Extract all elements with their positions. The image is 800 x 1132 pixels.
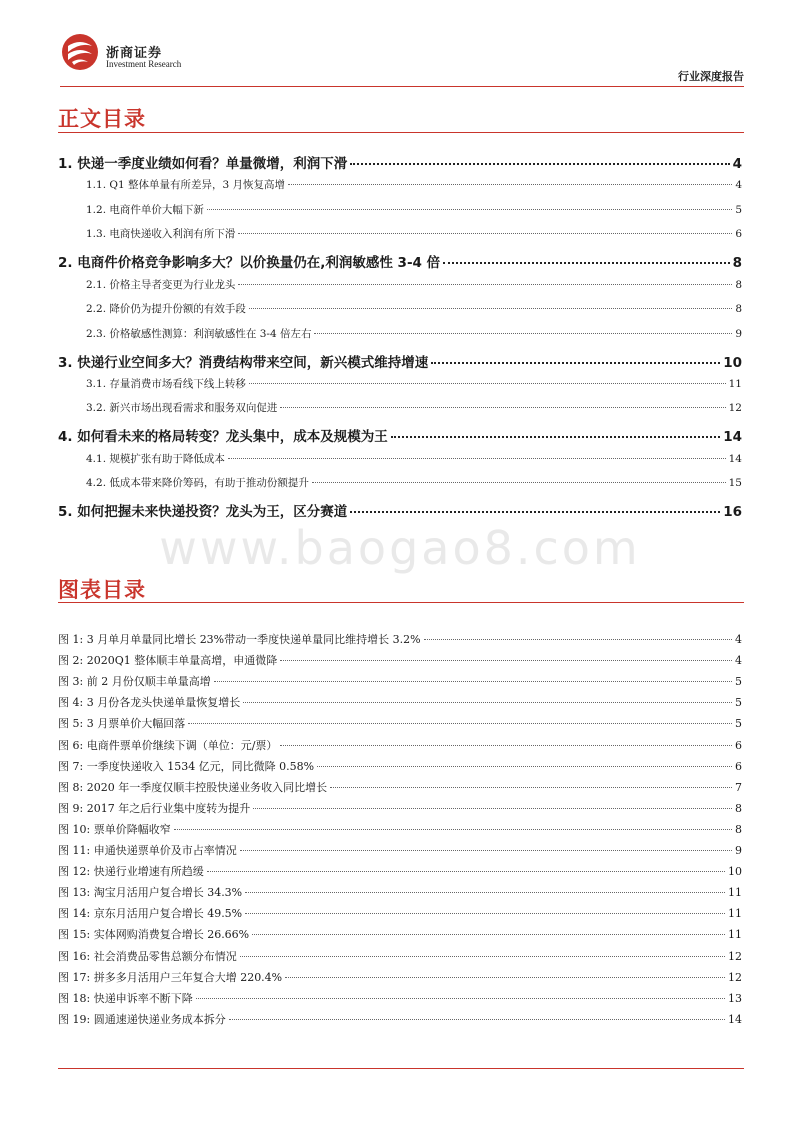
figure-leader-dots [188,723,732,724]
figure-leader-dots [229,1019,725,1020]
toc-chapter-entry[interactable] [58,351,742,371]
figure-entry[interactable] [58,800,742,816]
figure-page-number: 8 [735,822,742,836]
toc-entry-text: 4. 如何看未来的格局转变？龙头集中，成本及规模为王 [58,429,388,445]
figure-page-number: 12 [728,970,742,984]
toc-section-entry[interactable] [86,277,742,292]
figure-page-number: 4 [735,654,742,668]
figure-entry[interactable] [58,863,742,879]
figure-leader-dots [424,639,732,640]
toc-page-number: 6 [735,228,742,240]
figure-page-number: 6 [735,759,742,773]
logo-chinese-name: 浙商证券 [106,46,163,61]
toc-leader-dots [238,284,732,285]
figure-leader-dots [240,956,725,957]
figure-leader-dots [214,681,732,682]
toc-entry-text: 4.1. 规模扩张有助于降低成本 [86,453,225,465]
figure-page-number: 6 [735,738,742,752]
figure-page-number: 11 [728,928,742,942]
figure-entry[interactable] [58,905,742,921]
figure-entry-text: 图 10: 票单价降幅收窄 [58,822,171,836]
figure-page-number: 12 [728,949,742,963]
figure-entry[interactable] [58,737,742,753]
figure-leader-dots [317,766,732,767]
toc-entry-text: 2.3. 价格敏感性测算：利润敏感性在 3-4 倍左右 [86,328,312,340]
toc-leader-dots [314,333,732,334]
toc-section-entry[interactable] [86,301,742,316]
toc-page-number: 5 [735,204,742,216]
toc-page-number: 10 [723,355,742,371]
toc-page-number: 15 [728,477,742,489]
figure-page-number: 10 [728,865,742,879]
toc-leader-dots [431,362,720,364]
figure-entry-text: 图 1: 3 月单月单量同比增长 23%带动一季度快递单量同比维持增长 3.2% [58,633,421,646]
figure-page-number: 8 [735,801,742,815]
toc-entry-text: 2. 电商件价格竞争影响多大？以价换量仍在,利润敏感性 3-4 倍 [58,255,441,271]
figure-leader-dots [240,850,732,851]
figure-entry[interactable] [58,652,742,668]
figure-entry[interactable] [58,842,742,858]
figure-entry[interactable] [58,821,742,837]
toc-leader-dots [228,458,726,459]
toc-section-entry[interactable] [86,177,742,192]
toc-page-number: 8 [732,255,742,271]
figure-page-number: 13 [728,991,742,1005]
figure-entry[interactable] [58,884,742,900]
figure-page-number: 5 [735,675,742,689]
toc-page-number: 14 [728,453,742,465]
figure-page-number: 9 [735,844,742,857]
toc-leader-dots [312,482,726,483]
figure-page-number: 5 [735,717,742,731]
toc-title: 正文目录 [58,107,146,131]
toc-entry-text: 1.3. 电商快递收入利润有所下滑 [86,228,236,240]
figure-entry-text: 图 2: 2020Q1 整体顺丰单量高增，申通微降 [58,654,278,668]
toc-section-entry[interactable] [86,475,742,490]
toc-entry-text: 1.2. 电商件单价大幅下新 [86,204,204,216]
figure-entry-text: 图 14: 京东月活用户复合增长 49.5% [58,907,243,921]
figure-entry[interactable] [58,673,742,689]
toc-leader-dots [350,511,720,513]
toc-entry-text: 2.2. 降价仍为提升份额的有效手段 [86,303,246,315]
toc-entry-text: 1. 快递一季度业绩如何看？单量微增，利润下滑 [58,156,348,172]
figure-entry-text: 图 12: 快递行业增速有所趋缓 [58,865,204,879]
figure-entry[interactable] [58,926,742,942]
toc-section-entry[interactable] [86,326,742,341]
toc-chapter-entry[interactable] [58,500,742,520]
page-header [60,28,744,88]
figure-entry[interactable] [58,631,742,647]
toc-page-number: 9 [735,328,742,340]
header-divider [60,86,744,87]
report-type-label: 行业深度报告 [678,70,744,83]
figures-title: 图表目录 [58,578,146,602]
toc-page-number: 12 [728,402,742,414]
figures-title-underline [58,602,744,603]
toc-entry-text: 3. 快递行业空间多大？消费结构带来空间，新兴模式维持增速 [58,355,429,371]
figure-entry-text: 图 15: 实体网购消费复合增长 26.66% [58,928,250,942]
toc-page-number: 14 [723,429,742,445]
toc-entry-text: 5. 如何把握未来快递投资？龙头为王，区分赛道 [58,504,348,520]
figure-entry[interactable] [58,990,742,1006]
toc-page-number: 4 [732,156,742,172]
footer-divider [58,1068,744,1069]
figure-page-number: 7 [735,780,742,794]
figure-leader-dots [252,934,725,935]
toc-leader-dots [350,163,729,165]
figure-entry-text: 图 5: 3 月票单价大幅回落 [58,717,186,731]
figure-leader-dots [243,702,732,703]
toc-section-entry[interactable] [86,451,742,466]
figure-entry-text: 图 9: 2017 年之后行业集中度转为提升 [58,801,251,815]
figure-page-number: 5 [735,696,742,710]
figure-entry-text: 图 8: 2020 年一季度仅顺丰控股快递业务收入同比增长 [58,780,328,794]
watermark: www.baogao8.com [159,521,641,575]
toc-page-number: 8 [735,279,742,291]
toc-leader-dots [238,233,732,234]
company-logo [60,28,260,80]
toc-title-underline [58,132,744,133]
figure-leader-dots [245,892,725,893]
toc-leader-dots [288,184,732,185]
toc-leader-dots [280,407,725,408]
toc-section-entry[interactable] [86,376,742,391]
toc-entry-text: 4.2. 低成本带来降价筹码，有助于推动份额提升 [86,477,309,489]
figure-leader-dots [280,745,732,746]
toc-entry-text: 3.2. 新兴市场出现看需求和服务双向促进 [86,402,278,414]
figure-leader-dots [196,998,725,999]
toc-leader-dots [391,436,720,438]
figure-page-number: 4 [735,633,742,646]
figure-entry[interactable] [58,715,742,731]
toc-page-number: 16 [723,504,742,520]
figure-leader-dots [280,660,732,661]
figure-leader-dots [285,977,725,978]
figure-page-number: 14 [728,1012,742,1026]
figure-leader-dots [174,829,732,830]
figure-page-number: 11 [728,907,742,921]
toc-page-number: 11 [728,378,742,390]
figure-entry-text: 图 18: 快递申诉率不断下降 [58,991,193,1005]
toc-page-number: 8 [735,303,742,315]
figure-entry-text: 图 11: 申通快递票单价及市占率情况 [58,844,237,857]
figure-leader-dots [245,913,725,914]
figure-leader-dots [253,808,732,809]
figure-entry-text: 图 6: 电商件票单价继续下调（单位：元/票） [58,738,278,752]
toc-leader-dots [443,262,729,264]
figure-entry-text: 图 3: 前 2 月份仅顺丰单量高增 [58,675,211,689]
logo-emblem-icon [60,32,100,72]
toc-section-entry[interactable] [86,202,742,217]
figure-entry-text: 图 4: 3 月份各龙头快递单量恢复增长 [58,696,241,710]
figure-entry-text: 图 17: 拼多多月活用户三年复合大增 220.4% [58,970,283,984]
figure-page-number: 11 [728,886,742,900]
toc-section-entry[interactable] [86,400,742,415]
toc-chapter-entry[interactable] [58,152,742,172]
figure-entry-text: 图 16: 社会消费品零售总额分布情况 [58,949,237,963]
figure-entry[interactable] [58,1011,742,1027]
figure-entry[interactable] [58,948,742,964]
figure-entry-text: 图 19: 圆通速递快递业务成本拆分 [58,1012,226,1026]
toc-section-entry[interactable] [86,226,742,241]
toc-entry-text: 2.1. 价格主导者变更为行业龙头 [86,279,236,291]
toc-entry-text: 1.1. Q1 整体单量有所差异，3 月恢复高增 [86,179,286,191]
figure-entry[interactable] [58,779,742,795]
toc-entry-text: 3.1. 存量消费市场看线下线上转移 [86,378,246,390]
logo-english-name: Investment Research [106,59,182,69]
figure-leader-dots [207,871,725,872]
figure-entry[interactable] [58,969,742,985]
toc-page-number: 4 [735,179,742,191]
toc-chapter-entry[interactable] [58,425,742,445]
toc-leader-dots [249,308,732,309]
figure-entry-text: 图 13: 淘宝月活用户复合增长 34.3% [58,886,243,900]
figure-leader-dots [330,787,732,788]
figure-entry[interactable] [58,694,742,710]
figure-entry[interactable] [58,758,742,774]
toc-leader-dots [207,209,732,210]
figure-entry-text: 图 7: 一季度快递收入 1534 亿元，同比微降 0.58% [58,759,315,773]
toc-leader-dots [249,383,726,384]
toc-chapter-entry[interactable] [58,251,742,271]
